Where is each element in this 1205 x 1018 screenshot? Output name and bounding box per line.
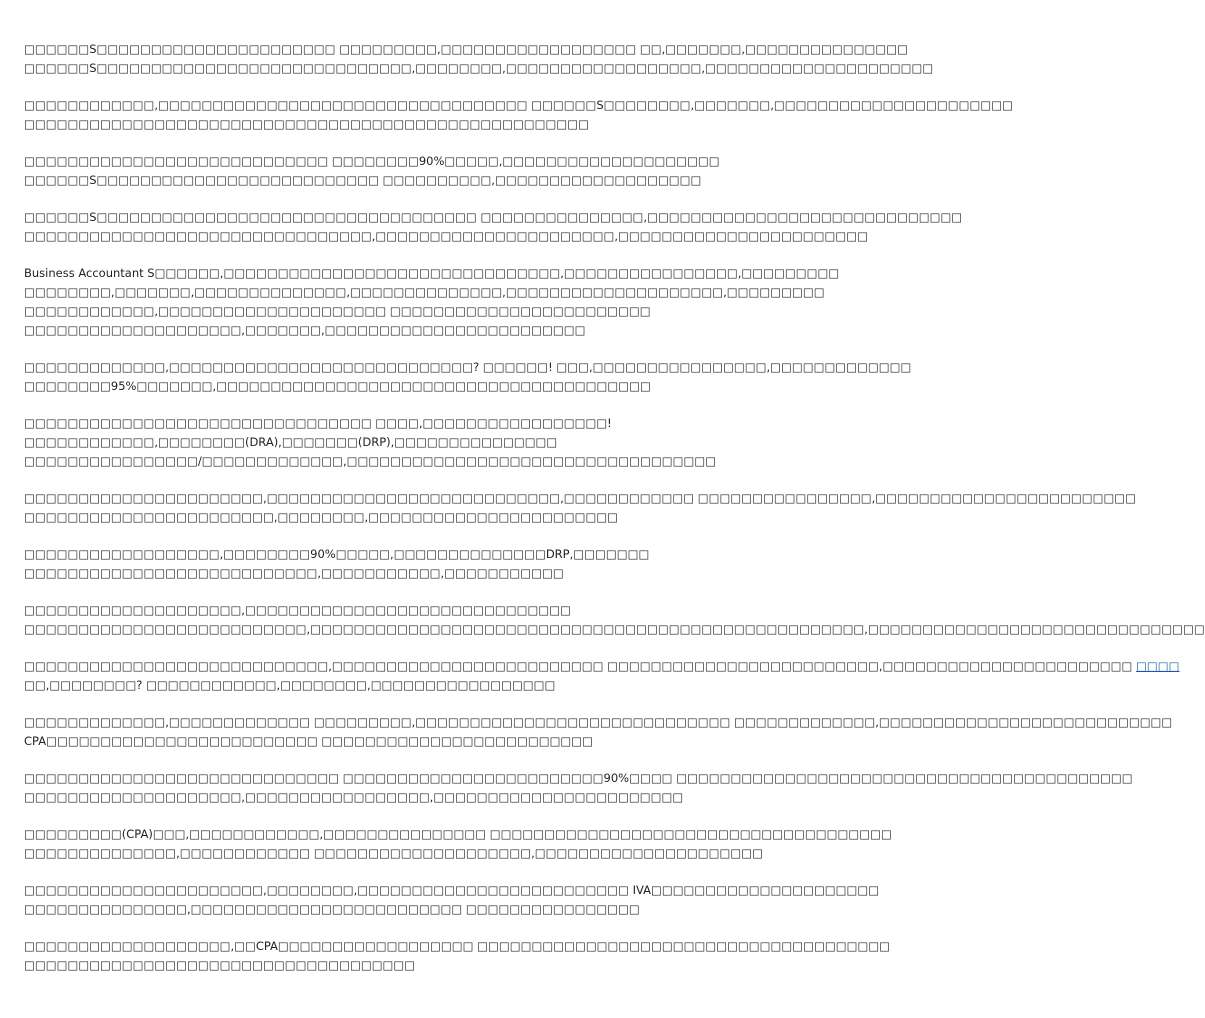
text-line: □□□□□□□□95%□□□□□□□,□□□□□□□□□□□□□□□□□□□□□□□□□□□□□□□□□□□□□□□□ (24, 379, 651, 393)
text-line: □□□□□□□□□(CPA)□□□,□□□□□□□□□□□□,□□□□□□□□□□□□□□□ □□□□□□□□□□□□□□□□□□□□□□□□□□□□□□□□□□□□□ (24, 827, 892, 841)
paragraph-4 (24, 208, 963, 246)
text-line: □□□□□□S□□□□□□□□□□□□□□□□□□□□□□□□□□□□□□□□□□□ □□□□□□□□□□□□□□□,□□□□□□□□□□□□□□□□□□□□□□□□□□□□□ (24, 210, 963, 224)
text-line: □□□□□□□□□□□□□,□□□□□□□□□□□□□ □□□□□□□□□,□□□□□□□□□□□□□□□□□□□□□□□□□□□□□ □□□□□□□□□□□□□,□□□□□□□□□□□□□□□□□□□□□□□□□□□ (24, 715, 1173, 729)
text-line: □□□□□□□□□□□□□□□□□□□□□□□□□□□□□□□□□□□□□□□□□□□□□□□□□□□□ (24, 117, 590, 131)
text-line: □□□□□□□□□□□□□□□□□□□□,□□□□□□□□□□□□□□□□□,□□□□□□□□□□□□□□□□□□□□□□□ (24, 790, 684, 804)
text-line: □□□□□□□□□□□□□□□□□□□□□□□□□□□□□□□□,□□□□□□□□□□□□□□□□□□□□□□,□□□□□□□□□□□□□□□□□□□□□□□ (24, 229, 868, 243)
text-line: □□□□□□□□,□□□□□□□,□□□□□□□□□□□□□□,□□□□□□□□□□□□□□,□□□□□□□□□□□□□□□□□□□□,□□□□□□□□□ (24, 285, 825, 299)
paragraph-9 (24, 545, 698, 583)
inline-link[interactable]: □□□□ (1136, 659, 1180, 673)
text-line: □□□□□□S□□□□□□□□□□□□□□□□□□□□□□ □□□□□□□□□,□□□□□□□□□□□□□□□□□□ □□,□□□□□□□,□□□□□□□□□□□□□□□ (24, 42, 908, 56)
paragraph-15 (24, 881, 880, 919)
paragraph-1 (24, 40, 934, 78)
text-line: □□□□□□□□□□□□,□□□□□□□□□□□□□□□□□□□□□□□□□□□□□□□□□□ □□□□□□S□□□□□□□□,□□□□□□□,□□□□□□□□□□□□□□□□□□□□□□ (24, 98, 1013, 112)
paragraph-12 (24, 713, 1173, 751)
paragraph-2 (24, 96, 1013, 134)
text-line: □□□□□□□□□□□□,□□□□□□□□□□□□□□□□□□□□□ □□□□□□□□□□□□□□□□□□□□□□□□ (24, 304, 651, 318)
paragraph-3 (24, 152, 720, 190)
text-line: □□□□□□□□□□□□□□□□□□□□,□□□□□□□,□□□□□□□□□□□□□□□□□□□□□□□□ (24, 323, 586, 337)
paragraph-5 (24, 264, 840, 340)
text-line: Business Accountant S□□□□□□,□□□□□□□□□□□□□□□□□□□□□□□□□□□□□□□,□□□□□□□□□□□□□□□□,□□□□□□□□□ (24, 266, 840, 280)
text-line: □□□□□□S□□□□□□□□□□□□□□□□□□□□□□□□□□ □□□□□□□□□□,□□□□□□□□□□□□□□□□□□□ (24, 173, 702, 187)
paragraph-8 (24, 489, 1137, 527)
text-line: □□□□□□□□□□□□□□□□□□□□□□□□□□,□□□□□□□□□□□□□□□□□□□□□□□□□□□□□□□□□□□□□□□□□□□□□□□□□□□,□□□□□□□□□□□□□□□□□□□□□□□□□□□□□□□ (24, 622, 1205, 636)
text-line: □□□□□□□□□□□□□□□□□□□□□□□□□□□□□□□□□□□□ (24, 958, 416, 972)
text-line: □□□□□□□□□□□□□□□□□□□□□□□□□□□□□ □□□□□□□□□□□□□□□□□□□□□□□□90%□□□□ □□□□□□□□□□□□□□□□□□□□□□□□□□□□□□□□□□□□□□□□□□ (24, 771, 1133, 785)
text-line: □□□□□□□□□□□□□□□□□□□□□□□,□□□□□□□□,□□□□□□□□□□□□□□□□□□□□□□□ (24, 510, 619, 524)
text-line (24, 657, 1180, 676)
text-line: □□□□□□□□□□□□,□□□□□□□□(DRA),□□□□□□□(DRP),□□□□□□□□□□□□□□□ (24, 435, 558, 449)
paragraph-11 (24, 657, 1180, 695)
text-line: □□□□□□□□□□□□□,□□□□□□□□□□□□□□□□□□□□□□□□□□□□? □□□□□□! □□□,□□□□□□□□□□□□□□□□,□□□□□□□□□□□□□ (24, 360, 912, 374)
paragraph-14 (24, 825, 892, 863)
text-line: □□□□□□□□□□□□□□□□□□□□,□□□□□□□□□□□□□□□□□□□□□□□□□□□□□□ (24, 603, 571, 617)
text-line: □□□□□□□□□□□□□□□,□□□□□□□□□□□□□□□□□□□□□□□□□ □□□□□□□□□□□□□□□□ (24, 902, 640, 916)
text-line: □□□□□□S□□□□□□□□□□□□□□□□□□□□□□□□□□□□□,□□□□□□□□,□□□□□□□□□□□□□□□□□□,□□□□□□□□□□□□□□□□□□□□□ (24, 61, 934, 75)
text-line: CPA□□□□□□□□□□□□□□□□□□□□□□□□□ □□□□□□□□□□□□□□□□□□□□□□□□□ (24, 734, 594, 748)
text-line: □□□□□□□□□□□□□□□□□□□□□□□□□□□,□□□□□□□□□□□,□□□□□□□□□□□ (24, 566, 564, 580)
text-line: □□□□□□□□□□□□□□□□□□,□□□□□□□□90%□□□□□,□□□□□□□□□□□□□□DRP,□□□□□□□ (24, 547, 650, 561)
text-line: □□,□□□□□□□□? □□□□□□□□□□□□,□□□□□□□□,□□□□□□□□□□□□□□□□□ (24, 678, 556, 692)
text-line: □□□□□□□□□□□□□□,□□□□□□□□□□□□ □□□□□□□□□□□□□□□□□□□□,□□□□□□□□□□□□□□□□□□□□□ (24, 846, 763, 860)
paragraph-7 (24, 414, 717, 471)
text-line: □□□□□□□□□□□□□□□□□□□□□□□□□□□□ □□□□□□□□90%□□□□□,□□□□□□□□□□□□□□□□□□□□ (24, 154, 720, 168)
paragraph-6 (24, 358, 912, 396)
text-line: □□□□□□□□□□□□□□□□□□□□□□□□□□□□□□□□ □□□□,□□□□□□□□□□□□□□□□□! (24, 416, 612, 430)
paragraph-10 (24, 601, 1205, 639)
text-segment: □□□□□□□□□□□□□□□□□□□□□□□□□□□□,□□□□□□□□□□□□□□□□□□□□□□□□□ □□□□□□□□□□□□□□□□□□□□□□□□□,□□□□□□□□□□□□□□□□□□□□□□□ (24, 659, 1137, 673)
text-line: □□□□□□□□□□□□□□□□□□□,□□CPA□□□□□□□□□□□□□□□□□□ □□□□□□□□□□□□□□□□□□□□□□□□□□□□□□□□□□□□□□ (24, 939, 891, 953)
text-line: □□□□□□□□□□□□□□□□□□□□□□,□□□□□□□□□□□□□□□□□□□□□□□□□□□,□□□□□□□□□□□□ □□□□□□□□□□□□□□□□,□□□□□□□□□□□□□□□□□□□□□□□□ (24, 491, 1137, 505)
text-line: □□□□□□□□□□□□□□□□□□□□□□,□□□□□□□□,□□□□□□□□□□□□□□□□□□□□□□□□□ IVA□□□□□□□□□□□□□□□□□□□□□ (24, 883, 880, 897)
paragraph-16 (24, 937, 891, 975)
text-line: □□□□□□□□□□□□□□□□/□□□□□□□□□□□□□,□□□□□□□□□□□□□□□□□□□□□□□□□□□□□□□□□□ (24, 454, 717, 468)
paragraph-13 (24, 769, 1133, 807)
